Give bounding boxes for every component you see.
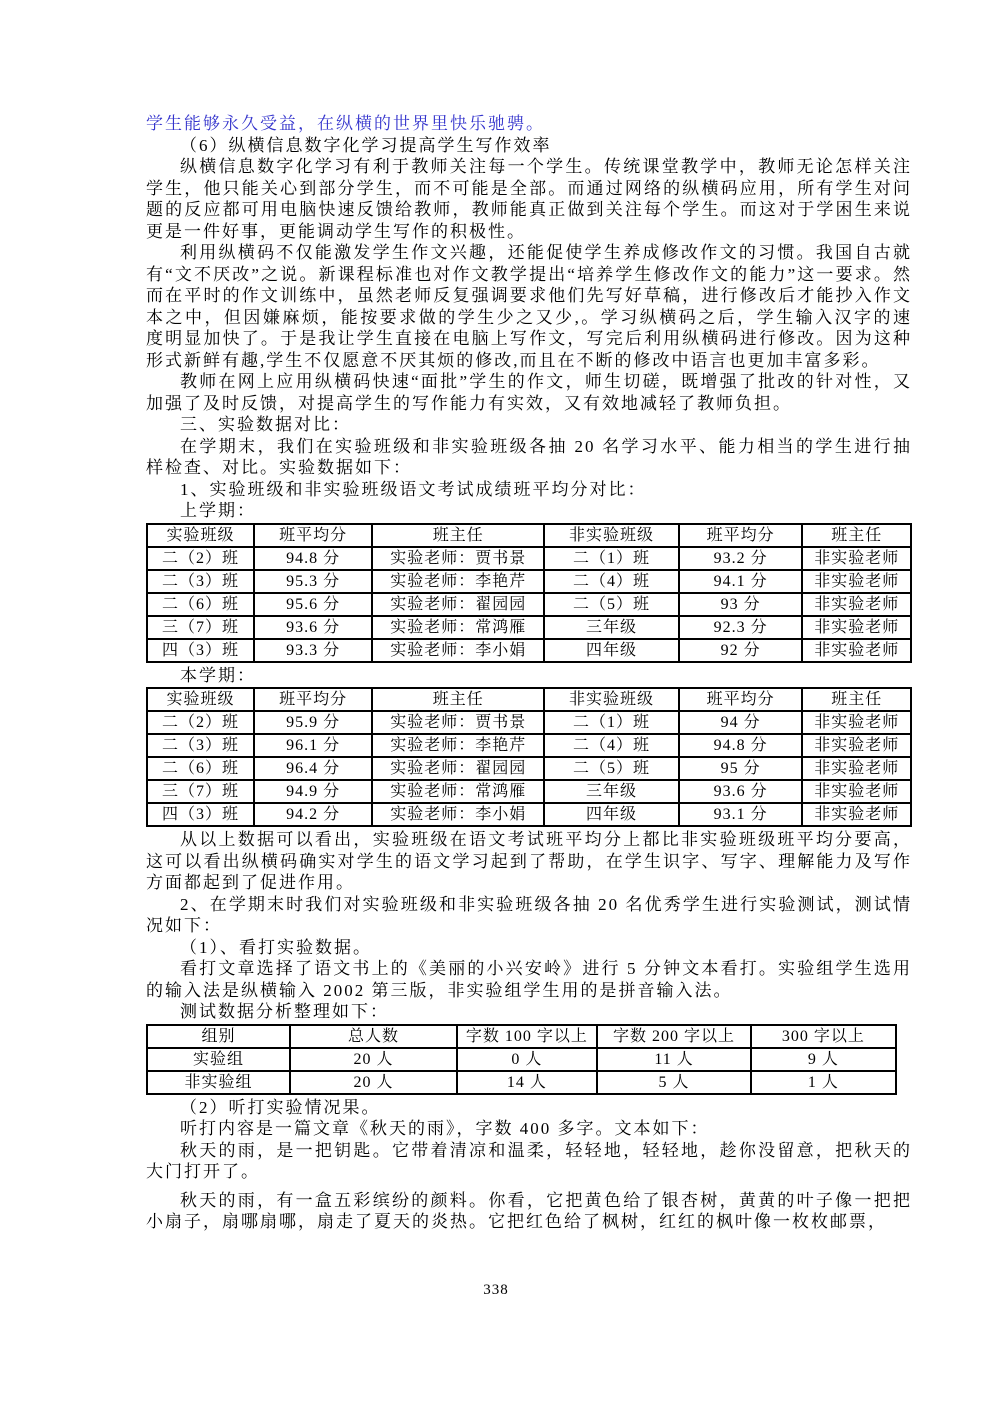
table-row xyxy=(147,803,911,826)
table-cell: 20 人 xyxy=(290,1048,457,1071)
table-row xyxy=(147,570,911,593)
table-row xyxy=(147,1071,896,1094)
table-header-cell: 实验班级 xyxy=(147,688,254,711)
table-cell: 二（4）班 xyxy=(544,734,678,757)
table-cell: 93 分 xyxy=(679,593,803,616)
table-cell: 四（3）班 xyxy=(147,639,254,662)
table-cell: 二（1）班 xyxy=(544,711,678,734)
table-header-cell: 班主任 xyxy=(802,524,911,547)
table-cell: 二（2）班 xyxy=(147,547,254,570)
table-row xyxy=(147,639,911,662)
table-cell: 实验老师：常鸿雁 xyxy=(372,780,544,803)
table-cell: 95.3 分 xyxy=(254,570,372,593)
table-cell: 95.6 分 xyxy=(254,593,372,616)
table-header-cell: 总人数 xyxy=(290,1025,457,1048)
table-cell: 二（2）班 xyxy=(147,711,254,734)
table-row xyxy=(147,734,911,757)
table-header-cell: 组别 xyxy=(147,1025,290,1048)
table-cell: 非实验老师 xyxy=(802,711,911,734)
table-cell: 20 人 xyxy=(290,1071,457,1094)
table-row xyxy=(147,757,911,780)
paragraph-revision-habit: 利用纵横码不仅能激发学生作文兴趣，还能促使学生养成修改作文的习惯。我国自古就有“文不厌改”之说。新课程标准也对作文教学提出“培养学生修改作文的能力”这一要求。然而在平时的作文训练中，虽然老师反复强调要求他们先写好草稿，进行修改后才能抄入作文本之中，但因嫌麻烦，能按要求做的学生少之又少,。学习纵横码之后，学生输入汉字的速度明显加快了。于是我让学生直接在电脑上写作文，写完后利用纵横码进行修改。因为这种形式新鲜有趣,学生不仅愿意不厌其烦的修改,而且在不断的修改中语言也更加丰富多彩。 xyxy=(146,243,912,370)
table-header-cell: 300 字以上 xyxy=(751,1025,896,1048)
listen-test-intro: 听打内容是一篇文章《秋天的雨》，字数 400 多字。文本如下： xyxy=(180,1119,710,1138)
table-cell: 93.2 分 xyxy=(679,547,803,570)
table-cell: 94 分 xyxy=(679,711,803,734)
table-header-row xyxy=(147,688,911,711)
table-cell: 二（3）班 xyxy=(147,734,254,757)
table-header-cell: 非实验班级 xyxy=(544,524,678,547)
table-cell: 93.6 分 xyxy=(254,616,372,639)
item1-title: 1、实验班级和非实验班级语文考试成绩班平均分对比： xyxy=(180,479,647,499)
table-cell: 非实验老师 xyxy=(802,803,911,826)
item2-sub2-title: （2）听打实验情况果。 xyxy=(180,1097,381,1117)
table-cell: 实验老师：李艳芹 xyxy=(372,734,544,757)
table-cell: 94.8 分 xyxy=(254,547,372,570)
table-cell: 92 分 xyxy=(679,639,803,662)
table-cell: 非实验老师 xyxy=(802,757,911,780)
section3-heading: 三、实验数据对比： xyxy=(180,415,351,434)
table-row xyxy=(147,780,911,803)
subheading-6: （6）纵横信息数字化学习提高学生写作效率 xyxy=(180,135,552,155)
table-cell: 95.9 分 xyxy=(254,711,372,734)
table-header-cell: 班主任 xyxy=(372,688,544,711)
table-cell: 实验老师：贾书景 xyxy=(372,547,544,570)
table-cell: 非实验老师 xyxy=(802,780,911,803)
table-cell: 92.3 分 xyxy=(679,616,803,639)
table-cell: 95 分 xyxy=(679,757,803,780)
table-cell: 实验老师：李艳芹 xyxy=(372,570,544,593)
table-header-cell: 非实验班级 xyxy=(544,688,678,711)
table-cell: 93.3 分 xyxy=(254,639,372,662)
table-row xyxy=(147,547,911,570)
table-cell: 非实验老师 xyxy=(802,547,911,570)
table-cell: 非实验老师 xyxy=(802,593,911,616)
page-number: 338 xyxy=(483,1282,509,1298)
table-cell: 94.8 分 xyxy=(679,734,803,757)
table-cell: 非实验老师 xyxy=(802,639,911,662)
table-header-cell: 班平均分 xyxy=(679,524,803,547)
table-cell: 11 人 xyxy=(597,1048,751,1071)
analysis-paragraph: 从以上数据可以看出，实验班级在语文考试班平均分上都比非实验班级班平均分要高，这可以看出纵横码确实对学生的语文学习起到了帮助，在学生识字、写字、理解能力及写作方面都起到了促进作用。 xyxy=(146,830,912,892)
table-cell: 三年级 xyxy=(544,616,678,639)
table-cell: 二（5）班 xyxy=(544,593,678,616)
typing-table-intro: 测试数据分析整理如下： xyxy=(180,1002,389,1021)
table-cell: 三（7）班 xyxy=(147,616,254,639)
table-header-cell: 班主任 xyxy=(802,688,911,711)
table-row xyxy=(147,711,911,734)
autumn-rain-paragraph-2: 秋天的雨，有一盒五彩缤纷的颜料。你看，它把黄色给了银杏树，黄黄的叶子像一把把小扇子，扇哪扇哪，扇走了夏天的炎热。它把红色给了枫树，红红的枫叶像一枚枚邮票， xyxy=(146,1190,912,1231)
last-term-score-table xyxy=(146,523,912,663)
table-cell: 三（7）班 xyxy=(147,780,254,803)
table-cell: 9 人 xyxy=(751,1048,896,1071)
table-cell: 93.1 分 xyxy=(679,803,803,826)
carryover-highlight-line: 学生能够永久受益，在纵横的世界里快乐驰骋。 xyxy=(146,114,545,133)
section3-intro: 在学期末，我们在实验班级和非实验班级各抽 20 名学习水平、能力相当的学生进行抽样检查、对比。实验数据如下： xyxy=(146,436,912,477)
table-cell: 14 人 xyxy=(457,1071,597,1094)
table-cell: 二（1）班 xyxy=(544,547,678,570)
last-term-label: 上学期： xyxy=(180,501,256,520)
table-cell: 94.2 分 xyxy=(254,803,372,826)
paragraph-digital-learning: 纵横信息数字化学习有利于教师关注每一个学生。传统课堂教学中，教师无论怎样关注学生，他只能关心到部分学生，而不可能是全部。而通过网络的纵横码应用，所有学生对问题的反应都可用电脑快速反馈给教师，教师能真正做到关注每个学生。而这对于学困生来说更是一件好事，更能调动学生写作的积极性。 xyxy=(146,157,912,241)
table-header-cell: 字数 100 字以上 xyxy=(457,1025,597,1048)
table-cell: 实验老师：翟园园 xyxy=(372,757,544,780)
table-cell: 5 人 xyxy=(597,1071,751,1094)
table-cell: 非实验老师 xyxy=(802,570,911,593)
table-header-cell: 字数 200 字以上 xyxy=(597,1025,751,1048)
table-row xyxy=(147,616,911,639)
table-header-cell: 班平均分 xyxy=(254,688,372,711)
table-cell: 实验老师：常鸿雁 xyxy=(372,616,544,639)
table-header-cell: 班平均分 xyxy=(679,688,803,711)
table-cell: 94.1 分 xyxy=(679,570,803,593)
item2-title: 2、在学期末时我们对实验班级和非实验班级各抽 20 名优秀学生进行实验测试，测试情况如下： xyxy=(146,894,912,935)
table-cell: 94.9 分 xyxy=(254,780,372,803)
this-term-label: 本学期： xyxy=(180,665,256,685)
table-cell: 二（5）班 xyxy=(544,757,678,780)
typing-result-table xyxy=(146,1024,897,1095)
table-cell: 三年级 xyxy=(544,780,678,803)
table-header-row xyxy=(147,1025,896,1048)
table-cell: 实验组 xyxy=(147,1048,290,1071)
table-cell: 四（3）班 xyxy=(147,803,254,826)
paragraph-online-correction: 教师在网上应用纵横码快速“面批”学生的作文，师生切磋，既增强了批改的针对性，又加强了及时反馈，对提高学生的写作能力有实效，又有效地减轻了教师负担。 xyxy=(146,372,912,413)
table-cell: 非实验组 xyxy=(147,1071,290,1094)
autumn-rain-paragraph-1: 秋天的雨，是一把钥匙。它带着清凉和温柔，轻轻地，轻轻地，趁你没留意，把秋天的大门打开了。 xyxy=(146,1140,912,1181)
item2-sub1-title: （1）、看打实验数据。 xyxy=(180,937,372,957)
table-cell: 实验老师：李小娟 xyxy=(372,803,544,826)
table-cell: 非实验老师 xyxy=(802,734,911,757)
table-header-cell: 班平均分 xyxy=(254,524,372,547)
table-cell: 二（6）班 xyxy=(147,593,254,616)
table-cell: 96.4 分 xyxy=(254,757,372,780)
table-cell: 96.1 分 xyxy=(254,734,372,757)
table-cell: 1 人 xyxy=(751,1071,896,1094)
table-header-cell: 班主任 xyxy=(372,524,544,547)
table-cell: 二（4）班 xyxy=(544,570,678,593)
table-cell: 93.6 分 xyxy=(679,780,803,803)
table-header-cell: 实验班级 xyxy=(147,524,254,547)
kanada-test-paragraph: 看打文章选择了语文书上的《美丽的小兴安岭》进行 5 分钟文本看打。实验组学生选用的输入法是纵横输入 2002 第三版，非实验组学生用的是拼音输入法。 xyxy=(146,959,912,1000)
table-cell: 二（6）班 xyxy=(147,757,254,780)
table-row xyxy=(147,593,911,616)
table-cell: 实验老师：翟园园 xyxy=(372,593,544,616)
table-cell: 四年级 xyxy=(544,639,678,662)
table-cell: 实验老师：贾书景 xyxy=(372,711,544,734)
table-cell: 二（3）班 xyxy=(147,570,254,593)
table-row xyxy=(147,1048,896,1071)
this-term-score-table xyxy=(146,687,912,827)
table-cell: 0 人 xyxy=(457,1048,597,1071)
table-header-row xyxy=(147,524,911,547)
table-cell: 非实验老师 xyxy=(802,616,911,639)
table-cell: 实验老师：李小娟 xyxy=(372,639,544,662)
table-cell: 四年级 xyxy=(544,803,678,826)
